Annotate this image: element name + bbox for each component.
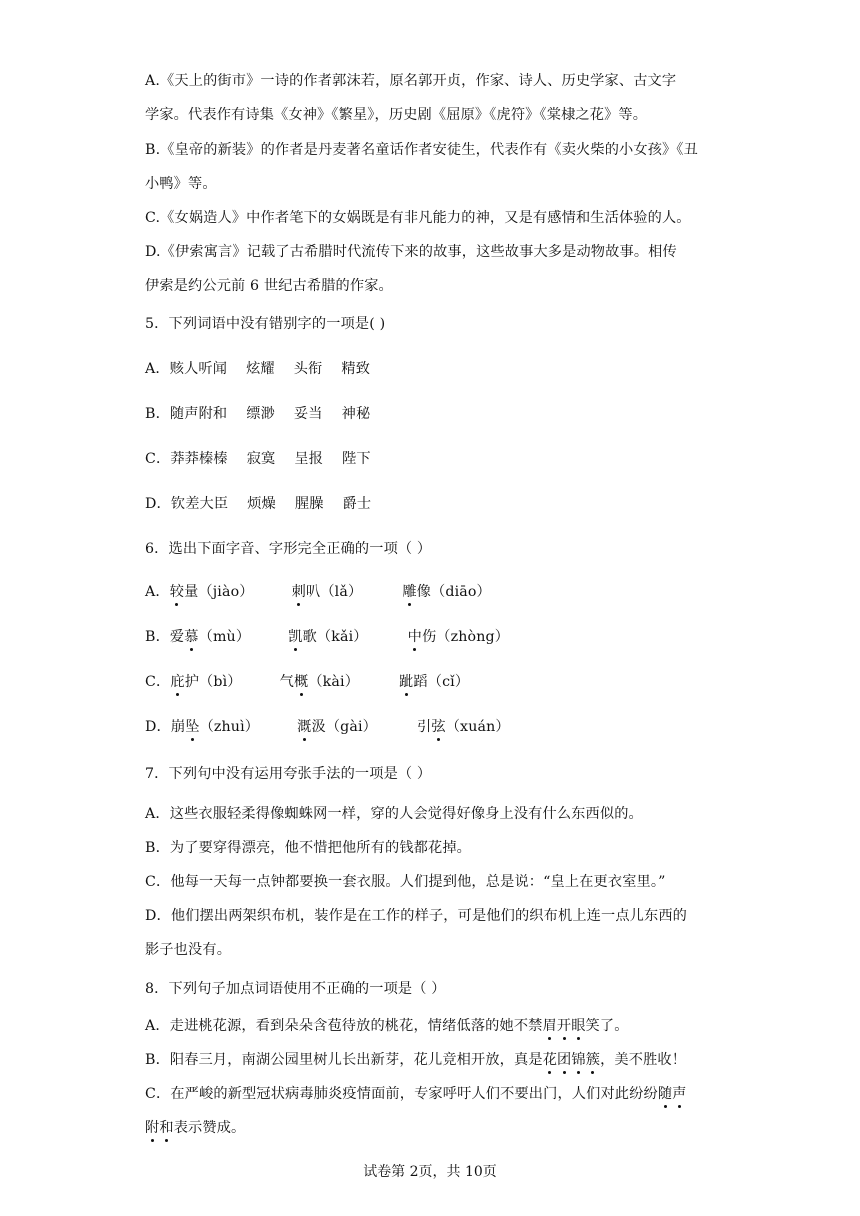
q8-dotted-char: 开 — [556, 1018, 572, 1034]
q6-char: 歌 — [302, 629, 317, 645]
q6-word — [417, 719, 510, 735]
q6-char: 刺 — [291, 584, 306, 600]
q6-option-c — [145, 673, 469, 691]
q6-word — [171, 719, 259, 735]
q6-char: 凯 — [288, 629, 303, 645]
q6-char: 弦 — [431, 719, 446, 735]
q8-option-b — [145, 1051, 686, 1069]
q7-option-d-line2: 影子也没有。 — [145, 942, 232, 958]
q6-pinyin: （kǎi） — [316, 629, 368, 645]
q6-char: 护 — [184, 674, 200, 690]
q8-text-before: B．阳春三月，南湖公园里树儿长出新芽，花儿竞相开放，真是 — [145, 1052, 543, 1068]
q6-char: 慕 — [184, 629, 199, 645]
q8-option-c-text2: 附和表示赞成。 — [145, 1120, 246, 1136]
q8-option-c-text1: C．在严峻的新型冠状病毒肺炎疫情面前，专家呼吁人们不要出门，人们对此纷纷随声 — [145, 1086, 687, 1102]
q6-word — [297, 719, 377, 735]
q5-option-b: B．随声附和 缥渺 妥当 神秘 — [145, 406, 371, 422]
q4-option-a-line1: A.《天上的街市》一诗的作者郭沫若，原名郭开贞，作家、诗人、历史学家、古文字 — [145, 73, 677, 89]
q4-option-d-line1: D.《伊索寓言》记载了古希腊时代流传下来的故事，这些故事大多是动物故事。相传 — [145, 244, 677, 260]
q8-dotted-char: 花 — [542, 1052, 558, 1068]
q6-word — [408, 629, 510, 645]
q4-option-d-line2: 伊索是约公元前 6 世纪古希腊的作家。 — [145, 278, 393, 294]
q6-pinyin: （zhuì） — [199, 719, 260, 735]
q5-option-a: A．赅人听闻 炫耀 头衔 精致 — [145, 361, 371, 377]
question-5-stem: 5．下列词语中没有错别字的一项是( ) — [145, 316, 386, 332]
option-label: C． — [145, 674, 171, 690]
q6-word — [402, 584, 491, 600]
q8-text-after: ，美不胜收！ — [600, 1052, 687, 1068]
q6-char: 雕 — [402, 584, 417, 600]
q8-dotted-char: 眼 — [571, 1018, 586, 1034]
q6-char: 像 — [416, 584, 431, 600]
q5-option-d: D．钦差大臣 烦燥 腥臊 爵士 — [145, 496, 372, 512]
q6-pinyin: （mù） — [198, 629, 251, 645]
q6-word — [399, 674, 469, 690]
q6-char: 伤 — [421, 629, 437, 645]
q4-option-a-line2: 学家。代表作有诗集《女神》《繁星》，历史剧《屈原》《虎符》《棠棣之花》等。 — [145, 107, 648, 123]
q8-dotted-char: 和 — [159, 1120, 174, 1136]
q6-char: 量 — [184, 584, 199, 600]
q6-pinyin: （kài） — [308, 674, 360, 690]
q7-option-b: B．为了要穿得漂亮，他不惜把他所有的钱都花掉。 — [145, 840, 472, 856]
q6-char: 崩 — [170, 719, 186, 735]
q8-dotted-char: 随 — [657, 1086, 673, 1102]
q6-pinyin: （xuán） — [445, 719, 510, 735]
q6-word — [170, 629, 250, 645]
q4-option-b-line1: B.《皇帝的新装》的作者是丹麦著名童话作者安徒生，代表作有《卖火柴的小女孩》《丑 — [145, 142, 698, 158]
q7-option-d-line1: D．他们摆出两架织布机，装作是在工作的样子，可是他们的织布机上连一点儿东西的 — [145, 908, 688, 924]
q8-text-after: 笑了。 — [585, 1018, 629, 1034]
option-label: B． — [145, 629, 170, 645]
question-6-stem: 6．选出下面字音、字形完全正确的一项（ ） — [145, 541, 432, 557]
option-label: D． — [145, 719, 171, 735]
q8-dotted-char: 簇 — [585, 1052, 601, 1068]
q6-option-a — [145, 583, 491, 601]
q6-char: 引 — [417, 719, 432, 735]
q7-option-a: A．这些衣服轻柔得像蜘蛛网一样，穿的人会觉得好像身上没有什么东西似的。 — [145, 806, 643, 822]
q8-text-before: A．走进桃花源，看到朵朵含苞待放的桃花，情绪低落的她不禁 — [145, 1018, 543, 1034]
option-label: A． — [145, 584, 170, 600]
q8-dotted-char: 团 — [557, 1052, 572, 1068]
q6-pinyin: （zhòng） — [436, 629, 510, 645]
q4-option-b-line2: 小鸭》等。 — [145, 176, 217, 192]
q8-dotted-char: 附 — [145, 1120, 160, 1136]
q6-char: 概 — [293, 674, 309, 690]
q6-word — [170, 584, 254, 600]
q6-word — [288, 629, 367, 645]
q6-char: 气 — [279, 674, 294, 690]
q8-option-c-line2 — [145, 1119, 245, 1137]
q6-pinyin: （bì） — [199, 674, 242, 690]
q6-pinyin: （diāo） — [431, 584, 491, 600]
q5-option-c: C．莽莽榛榛 寂寞 呈报 陛下 — [145, 451, 371, 467]
q6-char: 跐 — [399, 674, 414, 690]
q8-dotted-char: 锦 — [571, 1052, 586, 1068]
q6-char: 溉 — [297, 719, 312, 735]
q6-word — [280, 674, 359, 690]
q6-word — [292, 584, 363, 600]
q6-pinyin: （lǎ） — [320, 584, 363, 600]
question-7-stem: 7．下列句中没有运用夸张手法的一项是（ ） — [145, 766, 432, 782]
q6-char: 中 — [407, 629, 422, 645]
q6-char: 蹈 — [413, 674, 428, 690]
q8-dotted-char: 眉 — [542, 1018, 557, 1034]
q6-option-b — [145, 628, 509, 646]
question-8-stem: 8．下列句子加点词语使用不正确的一项是（ ） — [145, 981, 446, 997]
q6-char: 爱 — [169, 629, 185, 645]
q6-char: 叭 — [305, 584, 321, 600]
q8-dotted-char: 声 — [672, 1086, 687, 1102]
q6-char: 汲 — [311, 719, 326, 735]
page-footer: 试卷第 2页，共 10页 — [363, 1164, 497, 1180]
q6-char: 坠 — [185, 719, 200, 735]
q8-option-c-line1 — [145, 1085, 687, 1103]
q6-char: 较 — [169, 584, 185, 600]
q6-option-d — [145, 718, 510, 736]
q6-word — [170, 674, 241, 690]
q4-option-c: C.《女娲造人》中作者笔下的女娲既是有非凡能力的神，又是有感情和生活体验的人。 — [145, 210, 691, 226]
q7-option-c: C．他每一天每一点钟都要换一套衣服。人们提到他，总是说：“皇上在更衣室里。” — [145, 874, 666, 890]
q8-option-a — [145, 1017, 629, 1035]
q6-pinyin: （jiào） — [198, 584, 254, 600]
q6-pinyin: （cǐ） — [427, 674, 470, 690]
q6-pinyin: （gài） — [325, 719, 378, 735]
q6-char: 庇 — [170, 674, 185, 690]
